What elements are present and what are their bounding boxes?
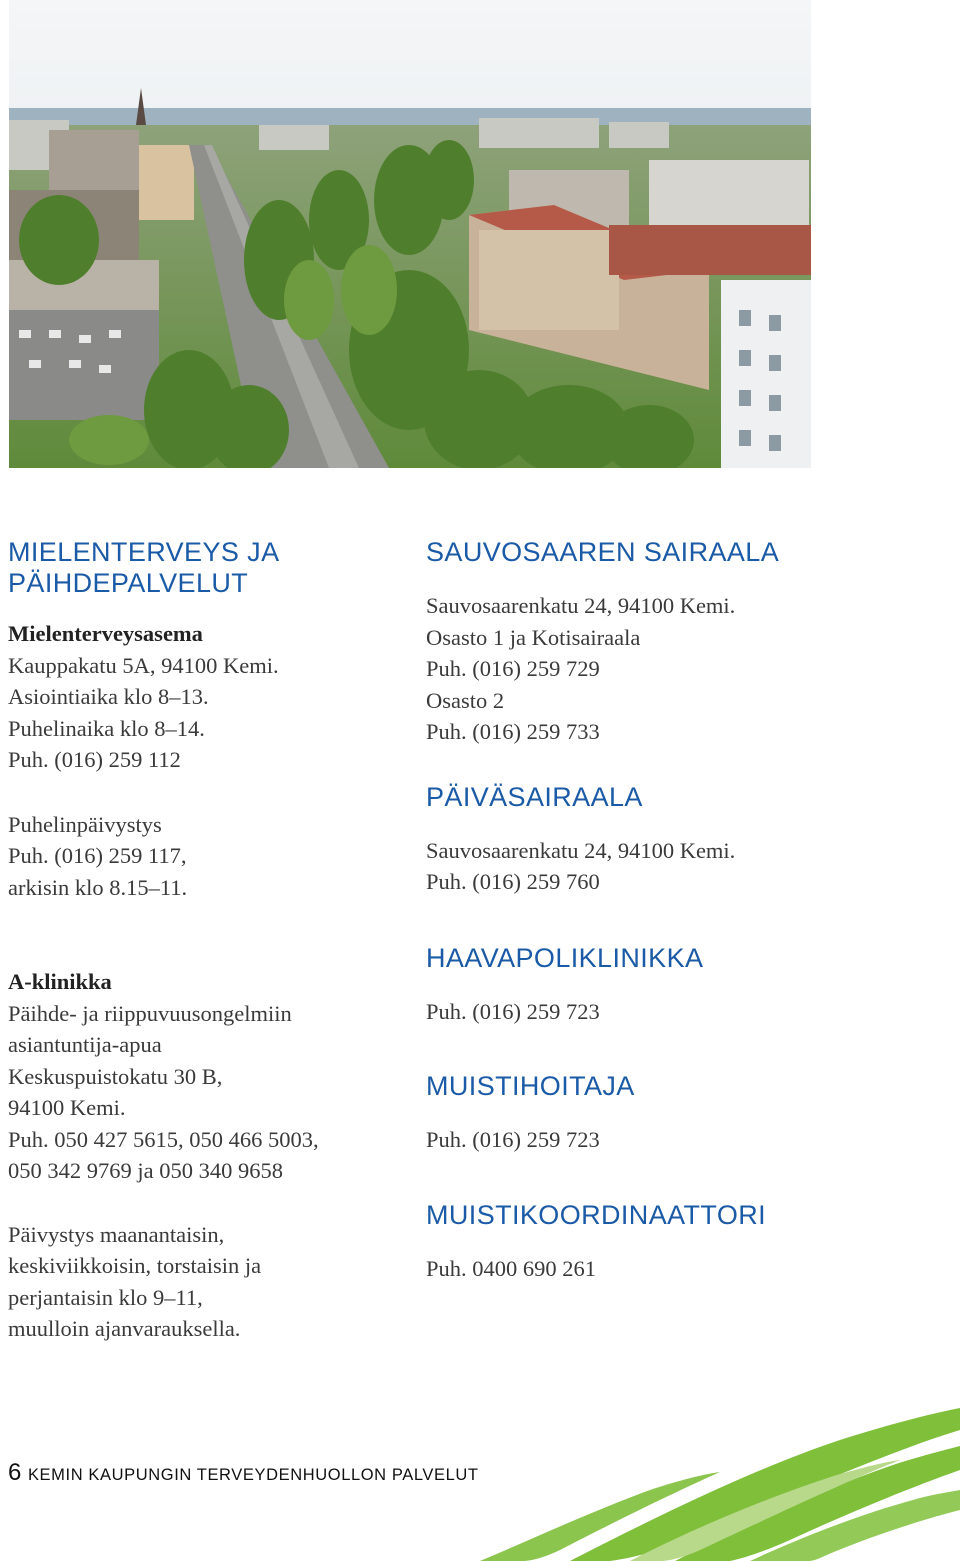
- section-heading-muistihoitaja: MUISTIHOITAJA: [426, 1071, 635, 1101]
- phone-line: Puh. (016) 259 112: [8, 747, 181, 772]
- phone-line: 050 342 9769 ja 050 340 9658: [8, 1158, 283, 1183]
- mielenterveysasema-title: Mielenterveysasema: [8, 621, 203, 646]
- info-line: keskiviikkoisin, torstaisin ja: [8, 1253, 262, 1278]
- info-line: Osasto 2: [426, 687, 505, 713]
- info-line: Päihde- ja riippuvuusongelmiin: [8, 1000, 292, 1026]
- section-heading-paivasairaala: PÄIVÄSAIRAALA: [426, 781, 643, 812]
- phone-line: Puh. (016) 259 760: [426, 869, 600, 894]
- section-heading-sauvosaari: SAUVOSAAREN SAIRAALA: [426, 537, 780, 567]
- hours-line: Puhelinaika klo 8–14.: [8, 715, 205, 741]
- info-line: Päivystys maanantaisin,: [8, 1221, 225, 1247]
- address-line: 94100 Kemi.: [8, 1095, 126, 1120]
- green-swoosh-decoration: [420, 1400, 960, 1561]
- info-line: muulloin ajanvarauksella.: [8, 1316, 241, 1341]
- phone-line: Puh. 0400 690 261: [426, 1255, 597, 1281]
- right-column: [426, 533, 846, 1284]
- puhelinpaivystys-block: [8, 809, 398, 904]
- address-line: Sauvosaarenkatu 24, 94100 Kemi.: [426, 837, 736, 863]
- section-heading-mielenterveys: [8, 537, 398, 599]
- paivasairaala-block: [426, 835, 846, 898]
- phone-line: Puh. (016) 259 729: [426, 656, 600, 681]
- muistikoordinaattori-block: [426, 1253, 846, 1285]
- heading-line: PÄIHDEPALVELUT: [8, 568, 249, 598]
- haavapoliklinikka-block: [426, 996, 846, 1028]
- info-line: Osasto 1 ja Kotisairaala: [426, 624, 641, 650]
- info-line: Puhelinpäivystys: [8, 811, 162, 837]
- left-column: [8, 533, 398, 1345]
- phone-line: Puh. (016) 259 117,: [8, 843, 187, 868]
- address-line: Kauppakatu 5A, 94100 Kemi.: [8, 652, 279, 678]
- section-heading-muistikoordinaattori: MUISTIKOORDINAATTORI: [426, 1199, 767, 1230]
- info-line: perjantaisin klo 9–11,: [8, 1284, 203, 1310]
- info-line: asiantuntija-apua: [8, 1032, 162, 1057]
- hours-line: Asiointiaika klo 8–13.: [8, 684, 209, 709]
- section-heading-haavapoliklinikka: HAAVAPOLIKLINIKKA: [426, 942, 704, 973]
- address-line: Keskuspuistokatu 30 B,: [8, 1063, 223, 1089]
- phone-line: Puh. (016) 259 723: [426, 998, 600, 1024]
- aklinikka-block: [8, 966, 398, 1187]
- phone-line: Puh. (016) 259 723: [426, 1127, 600, 1152]
- hours-line: arkisin klo 8.15–11.: [8, 874, 188, 900]
- sauvosaari-block: [426, 590, 846, 748]
- paivystys-block: [8, 1219, 398, 1345]
- page-number: 6: [8, 1459, 22, 1486]
- page-footer: [8, 1459, 479, 1487]
- mielenterveysasema-block: [8, 618, 398, 776]
- aerial-town-photo: [9, 0, 811, 468]
- footer-title: KEMIN KAUPUNGIN TERVEYDENHUOLLON PALVELUT: [27, 1466, 479, 1484]
- muistihoitaja-block: [426, 1124, 846, 1156]
- phone-line: Puh. (016) 259 733: [426, 719, 600, 744]
- aklinikka-title: A-klinikka: [8, 969, 112, 994]
- heading-line: MIELENTERVEYS JA: [8, 537, 280, 567]
- address-line: Sauvosaarenkatu 24, 94100 Kemi.: [426, 593, 736, 618]
- phone-line: Puh. 050 427 5615, 050 466 5003,: [8, 1126, 319, 1152]
